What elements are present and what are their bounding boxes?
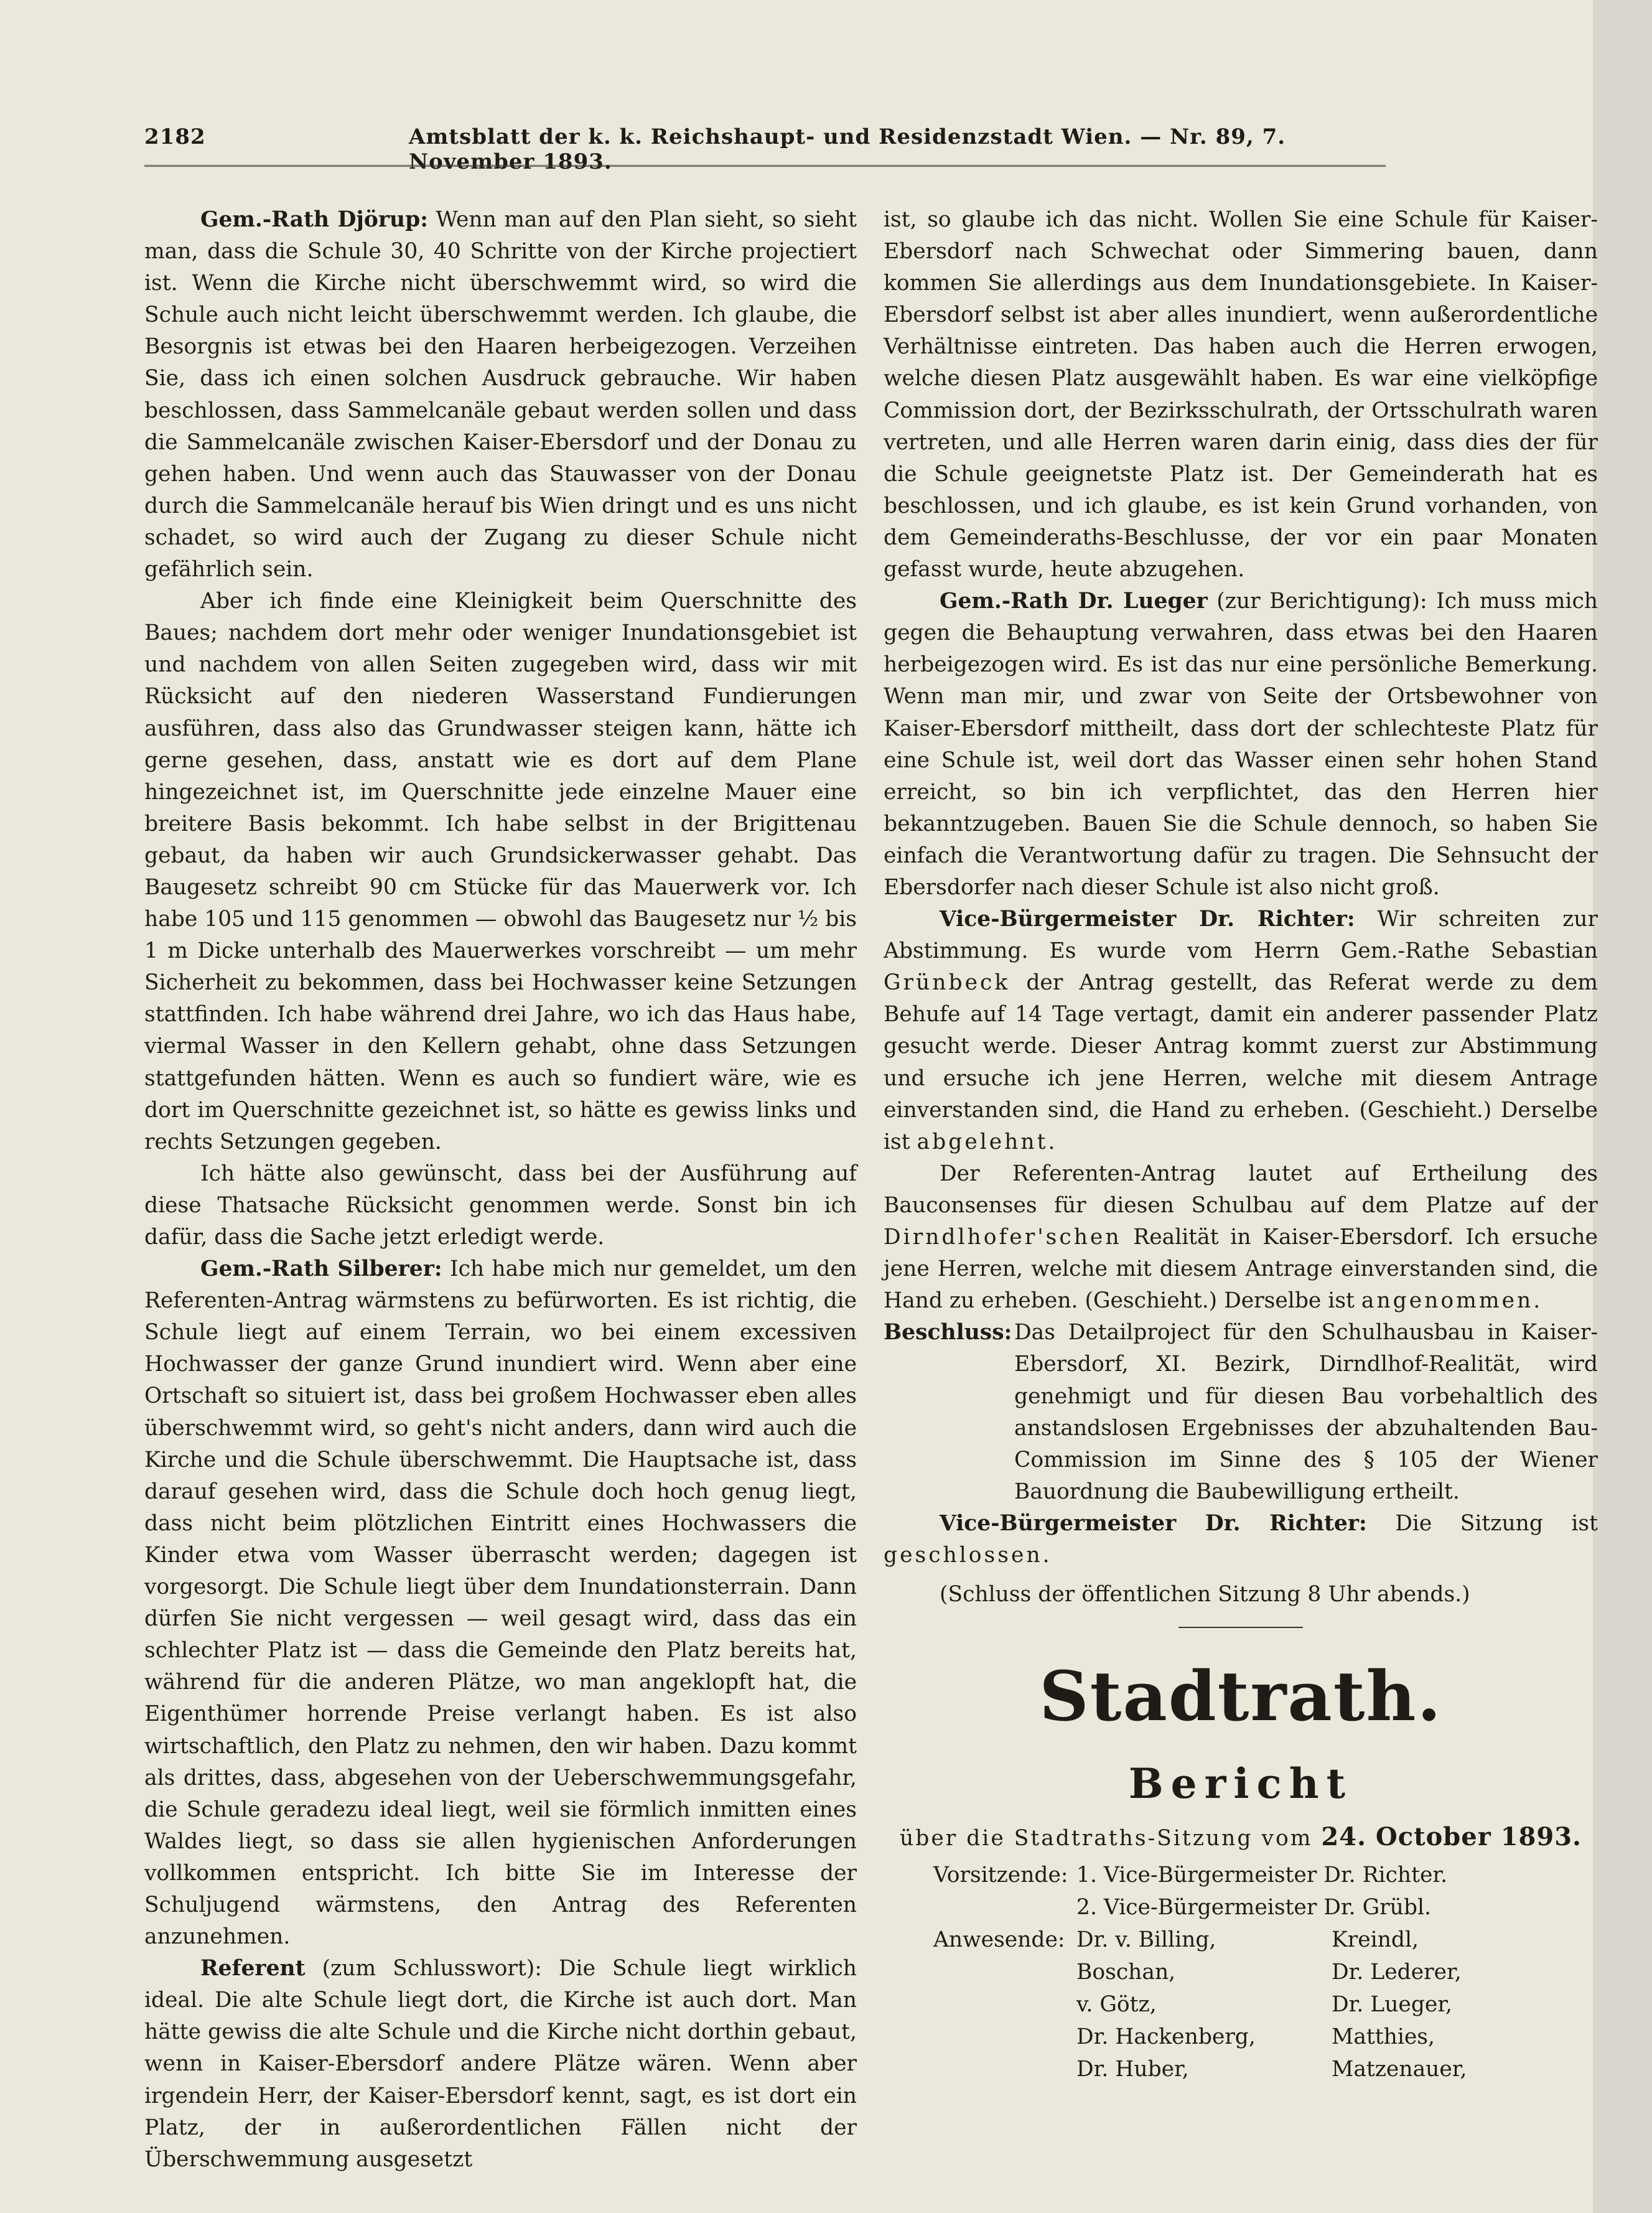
paragraph-referent-antrag <box>884 1158 1598 1317</box>
speaker-name: Gem.-Rath Djörup: <box>200 207 429 232</box>
paragraph-referent <box>144 1953 857 2176</box>
paragraph-wish: Ich hätte also gewünscht, dass bei der Ausführung auf diese Thatsache Rücksicht genommen werde. Sonst bin ich dafür, dass die Sache jetzt erledigt werde. <box>144 1161 857 1250</box>
section-divider <box>1178 1627 1303 1628</box>
paragraph-text: der Antrag gestellt, das Referat werde zu dem Behufe auf 14 Tage vertagt, damit ein anderer passender Platz gesucht werde. Dieser Antrag kommt zuerst zur Abstimmung und ersuche ich jene Herren, welche mit diesem Antrage einverstanden sind, die Hand zu erheben. (Geschieht.) Derselbe ist <box>884 970 1598 1154</box>
place-name: Dirndlhofer'schen <box>884 1225 1122 1250</box>
resolution-text: Das Detailproject für den Schulhausbau in Kaiser-Ebersdorf, XI. Bezirk, Dirndlhof-Realität, wird genehmigt und für diesen Bau vorbehaltlich des anstandslosen Ergebnisses der abzuhaltenden Bau-Commission im Sinne des § 105 der Wiener Bauordnung die Baubewilligung ertheilt. <box>1014 1320 1598 1504</box>
paragraph-text: Wir schreiten zur Abstimmung. Es wurde vom Herrn Gem.-Rathe Sebastian <box>884 907 1598 964</box>
paragraph-referent-cont: ist, so glaube ich das nicht. Wollen Sie eine Schule für Kaiser-Ebersdorf nach Schwechat oder Simmering bauen, dann kommen Sie allerdings aus dem Inundationsgebiete. In Kaiser-Ebersdorf selbst ist aber alles inundiert, wenn außerordentliche Verhältnisse eintreten. Das haben auch die Herren erwogen, welche diesen Platz ausgewählt haben. Es war eine vielköpfige Commission dort, der Bezirksschulrath, der Ortsschulrath waren vertreten, und alle Herren waren darin einig, dass dies der für die Schule geeignetste Platz ist. Der Gemeinderath hat es beschlossen, und ich glaube, es ist kein Grund vorhanden, von dem Gemeinderaths-Beschlusse, der vor ein paar Monaten gefasst wurde, heute abzugehen. <box>884 207 1598 582</box>
present-name: Dr. Lueger, <box>1332 1992 1453 2018</box>
scan-border <box>1593 0 1652 2213</box>
page-number: 2182 <box>144 124 206 149</box>
present-name: Dr. v. Billing, <box>1076 1927 1216 1953</box>
paragraph-richter-vote <box>884 904 1598 1158</box>
header-title: Amtsblatt der k. k. Reichshaupt- und Residenzstadt Wien. — Nr. 89, 7. November 1893. <box>409 124 1286 174</box>
resolution-label: Beschluss: <box>884 1320 1012 1345</box>
header-rule <box>144 165 1386 169</box>
paragraph-text: Ich muss mich gegen die Behauptung verwahren, dass etwas bei den Haaren herbeigezogen wird. Es ist das nur eine persönliche Bemerkung. Wenn man mir, und zwar von Seite der Ortsbewohner von Kaiser-Ebersdorf mittheilt, dass dort der schlechteste Platz für eine Schule ist, weil dort das Wasser einen sehr hohen Stand erreicht, so bin ich verpflichtet, das den Herren hier bekanntzugeben. Bauen Sie die Schule dennoch, so haben Sie einfach die Verantwortung dafür zu tragen. Die Sehnsucht der Ebersdorfer nach dieser Schule ist also nicht groß. <box>884 589 1598 900</box>
speaker-name: Gem.-Rath Silberer: <box>200 1256 442 1282</box>
present-name: Matthies, <box>1332 2024 1435 2050</box>
present-label: Anwesende: <box>933 1927 1065 1953</box>
speaker-name: Vice-Bürgermeister Dr. Richter: <box>940 1510 1367 1536</box>
present-name: Dr. Huber, <box>1076 2057 1189 2082</box>
section-title: Stadtrath. <box>1039 1656 1442 1737</box>
chair-1: 1. Vice-Bürgermeister Dr. Richter. <box>1076 1863 1448 1888</box>
session-line <box>884 1821 1598 1855</box>
paragraph-text: Der Referenten-Antrag lautet auf Ertheilung des Bauconsenses für diesen Schulbau auf dem Platze auf der <box>884 1161 1598 1218</box>
speaker-note: (zur Berichtigung): <box>1216 589 1427 614</box>
paragraph-djoerup <box>144 204 857 586</box>
session-text: über die Stadtraths-Sitzung vom <box>900 1826 1313 1851</box>
right-column <box>884 204 1598 2082</box>
session-date: 24. October 1893. <box>1321 1822 1582 1852</box>
page-header <box>144 124 1389 174</box>
speaker-name: Referent <box>200 1956 306 1981</box>
report-title: Bericht <box>1128 1759 1353 1808</box>
present-name: Matzenauer, <box>1332 2057 1467 2082</box>
paragraph-lueger <box>884 586 1598 904</box>
paragraph-richter-close <box>884 1508 1598 1571</box>
paragraph-text: Wenn man auf den Plan sieht, so sieht man, dass die Schule 30, 40 Schritte von der Kirche projectiert ist. Wenn die Kirche nicht überschwemmt wird, so wird die Schule auch nicht leicht überschwemmt werden. Ich glaube, die Besorgnis ist etwas bei den Haaren herbeigezogen. Verzeihen Sie, dass ich einen solchen Ausdruck gebrauche. Wir haben beschlossen, dass Sammelcanäle gebaut werden sollen und dass die Sammelcanäle zwischen Kaiser-Ebersdorf und der Donau zu gehen haben. Und wenn auch das Stauwasser von der Donau durch die Sammelcanäle herauf bis Wien dringt und es uns nicht schadet, so wird auch der Zugang zu dieser Schule nicht gefährlich sein. <box>144 207 857 582</box>
paragraph-text: Ich habe mich nur gemeldet, um den Referenten-Antrag wärmstens zu befürworten. Es ist richtig, die Schule liegt auf einem Terrain, wo bei einem excessiven Hochwasser der ganze Grund inundiert wird. Wenn aber eine Ortschaft so situiert ist, dass bei großem Hochwasser eben alles überschwemmt wird, so geht's nicht anders, dann wird auch die Kirche und die Schule überschwemmt. Die Hauptsache ist, dass darauf gesehen wird, dass die Schule doch hoch genug liegt, dass nicht beim plötzlichen Eintritt eines Hochwassers die Kinder etwa vom Wasser überrascht werden; dagegen ist vorgesorgt. Die Schule liegt über dem Inundationsterrain. Dann dürfen Sie nicht vergessen — weil gesagt wird, dass das ein schlechter Platz ist — dass die Gemeinde den Platz bereits hat, während für die anderen Plätze, wo man angeklopft hat, die Eigenthümer horrende Preise verlangt haben. Es ist also wirtschaftlich, den Platz zu nehmen, den wir haben. Dazu kommt als drittes, dass, abgesehen von der Ueberschwemmungsgefahr, die Schule geradezu ideal liegt, weil sie förmlich inmitten eines Waldes liegt, so dass sie allen hygienischen Anforderungen vollkommen entspricht. Ich bitte Sie im Interesse der Schuljugend wärmstens, den Antrag des Referenten anzunehmen. <box>144 1256 857 1950</box>
paragraph-text: Realität in Kaiser-Ebersdorf. Ich ersuche jene Herren, welche mit diesem Antrage einverstanden sind, die Hand zu erheben. (Geschieht.) Derselbe ist <box>884 1225 1598 1314</box>
attendance-list <box>884 1860 1598 2082</box>
session-result: geschlossen. <box>884 1543 1052 1568</box>
left-column <box>144 204 857 2176</box>
person-name: Grünbeck <box>884 970 1010 996</box>
speaker-name: Vice-Bürgermeister Dr. Richter: <box>940 907 1355 932</box>
chair-label: Vorsitzende: <box>933 1863 1068 1888</box>
paragraph-querschnitt: Aber ich finde eine Kleinigkeit beim Querschnitte des Baues; nachdem dort mehr oder weniger Inundationsgebiet ist und nachdem von allen Seiten zugegeben wird, dass wir mit Rücksicht auf den niederen Wasserstand Fundierungen ausführen, dass also das Grundwasser steigen kann, hätte ich gerne gesehen, dass, anstatt wie es dort auf dem Plane hingezeichnet ist, im Querschnitte jede einzelne Mauer eine breitere Basis bekommt. Ich habe selbst in der Brigittenau gebaut, da haben wir auch Grundsickerwasser gehabt. Das Baugesetz schreibt 90 cm Stücke für das Mauerwerk vor. Ich habe 105 und 115 genommen — obwohl das Baugesetz nur ½ bis 1 m Dicke unterhalb des Mauerwerkes vorschreibt — um mehr Sicherheit zu bekommen, dass bei Hochwasser keine Setzungen stattfinden. Ich habe während drei Jahre, wo ich das Haus habe, viermal Wasser in den Kellern gehabt, ohne dass Setzungen stattgefunden hätten. Wenn es auch so fundiert wäre, wie es dort im Querschnitte gezeichnet ist, so hätte es gewiss links und rechts Setzungen gegeben. <box>144 589 857 1154</box>
vote-result: abgelehnt. <box>917 1129 1058 1154</box>
paragraph-text: Die Sitzung ist <box>1395 1510 1598 1536</box>
vote-result: angenommen. <box>1361 1288 1543 1314</box>
closing-note: (Schluss der öffentlichen Sitzung 8 Uhr abends.) <box>940 1582 1470 1607</box>
paragraph-text: Die Schule liegt wirklich ideal. Die alte Schule liegt dort, die Kirche ist auch dort. Man hätte gewiss die alte Schule und die Kirche nicht dorthin gebaut, wenn in Kaiser-Ebersdorf andere Plätze wären. Wenn aber irgendein Herr, der Kaiser-Ebersdorf kennt, sagt, es ist dort ein Platz, der in außerordentlichen Fällen nicht der Überschwemmung ausgesetzt <box>144 1956 857 2172</box>
speaker-name: Gem.-Rath Dr. Lueger <box>940 589 1208 614</box>
present-name: Boschan, <box>1076 1960 1176 1985</box>
chair-2: 2. Vice-Bürgermeister Dr. Grübl. <box>1076 1895 1431 1921</box>
resolution <box>884 1317 1598 1508</box>
paragraph-silberer <box>144 1253 857 1953</box>
present-name: v. Götz, <box>1076 1992 1157 2018</box>
present-name: Dr. Hackenberg, <box>1076 2024 1256 2050</box>
present-name: Kreindl, <box>1332 1927 1419 1953</box>
speaker-note: (zum Schlusswort): <box>322 1956 542 1981</box>
present-name: Dr. Lederer, <box>1332 1960 1462 1985</box>
